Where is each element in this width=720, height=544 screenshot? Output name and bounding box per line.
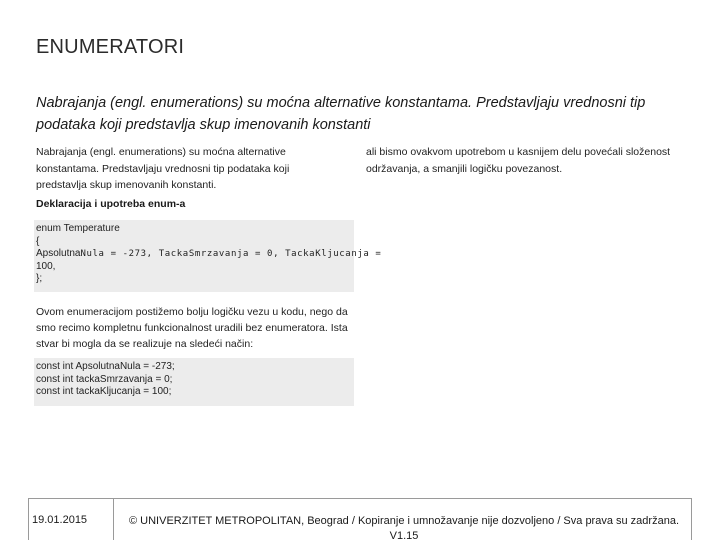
footer-top-rule bbox=[28, 498, 692, 499]
footer-divider bbox=[113, 498, 114, 540]
slide-subtitle: Nabrajanja (engl. enumerations) su moćna alternative konstantama. Predstavljaju vrednosni tip podataka koji predstavlja skup imenovanih konstanti bbox=[36, 95, 646, 133]
code-line: }; bbox=[36, 273, 43, 284]
right-column-text: ali bismo ovakvom upotrebom u kasnijem delu povećali složenost održavanja, a smanjili logičku povezanost. bbox=[366, 146, 671, 175]
section-heading: Deklaracija i upotreba enum-a bbox=[36, 198, 186, 210]
code-line: const int tackaSmrzavanja = 0; bbox=[36, 373, 173, 385]
code-token: Nula = -273, TackaSmrzavanja = 0, TackaKljucanja = bbox=[80, 249, 382, 259]
footer-date: 19.01.2015 bbox=[32, 514, 88, 526]
version-text: V1.15 bbox=[389, 530, 419, 542]
footer-left-border bbox=[28, 498, 29, 540]
code-token: Apsolutna bbox=[36, 248, 81, 259]
code-line: const int ApsolutnaNula = -273; bbox=[36, 361, 175, 372]
slide-title: ENUMERATORI bbox=[36, 36, 185, 58]
footer-right-border bbox=[691, 498, 692, 540]
enum-code-block bbox=[34, 220, 382, 292]
explanation-paragraph: Ovom enumeracijom postižemo bolju logičku vezu u kodu, nego da smo recimo kompletnu funkcionalnost uradili bez enumeratora. Ista stvar bi mogla da se realizuje na sledeći način: bbox=[36, 306, 348, 350]
code-line: 100, bbox=[36, 260, 56, 272]
left-column-text: Nabrajanja (engl. enumerations) su moćna alternative konstantama. Predstavljaju vrednosni tip podataka koji predstavlja skup imenovanih konstanti. bbox=[36, 146, 290, 191]
code-line bbox=[36, 248, 382, 261]
const-code-block bbox=[34, 358, 354, 406]
copyright-text: © UNIVERZITET METROPOLITAN, Beograd / Kopiranje i umnožavanje nije dozvoljeno / Sva prava su zadržana. bbox=[129, 515, 679, 527]
code-line: { bbox=[36, 235, 40, 247]
code-line: enum Temperature bbox=[36, 223, 120, 234]
code-line: const int tackaKljucanja = 100; bbox=[36, 386, 172, 397]
